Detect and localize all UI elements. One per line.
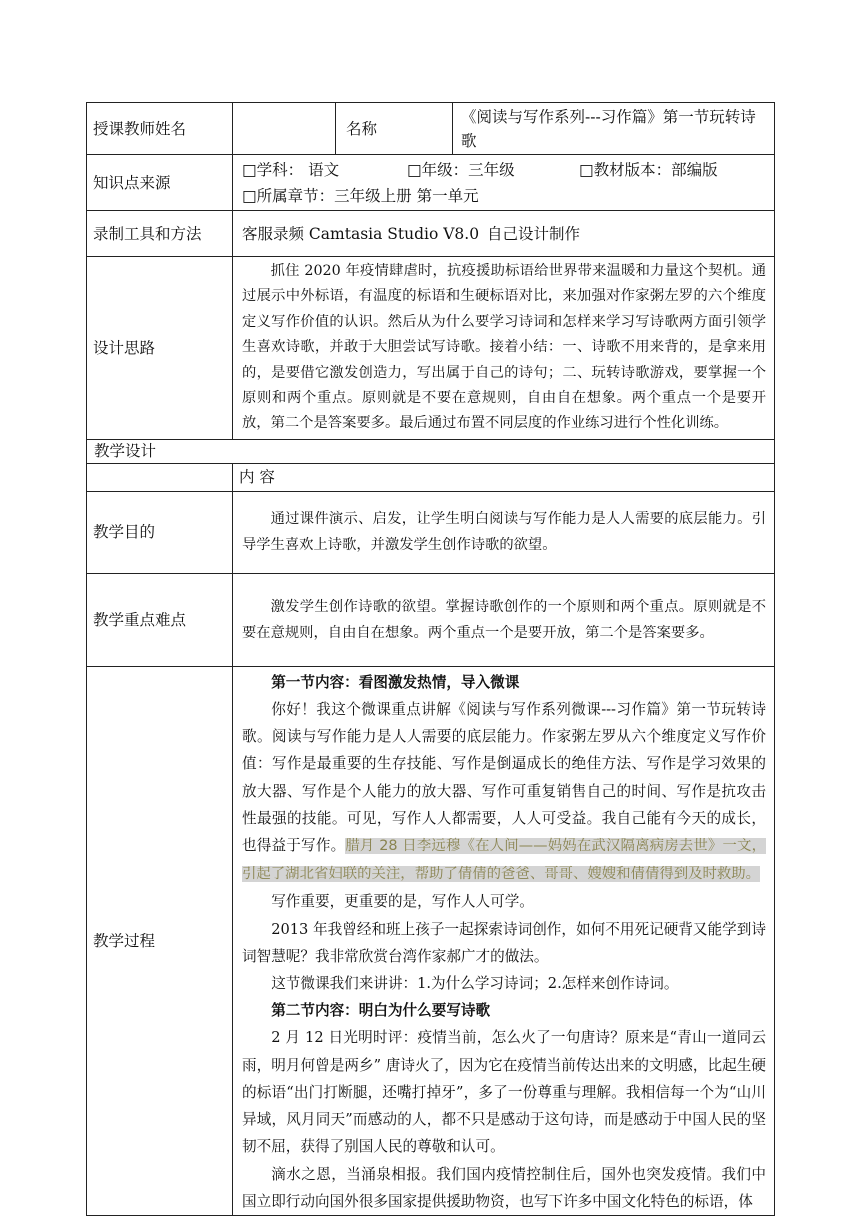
row-teaching-process — [87, 666, 775, 1215]
teaching-goal-label: 教学目的 — [87, 491, 233, 573]
teaching-process-label: 教学过程 — [87, 666, 233, 1215]
teacher-name-label: 授课教师姓名 — [87, 103, 233, 155]
process-paragraph-4: 这节微课我们来讲讲：1.为什么学习诗词；2.怎样来创作诗词。 — [271, 975, 679, 993]
row-recording-tool — [87, 211, 775, 257]
teaching-process-value — [233, 666, 775, 1215]
knowledge-line-1 — [242, 157, 768, 183]
section2-title: 第二节内容：明白为什么要写诗歌 — [271, 1002, 491, 1020]
process-paragraph-1 — [242, 696, 766, 888]
recording-method: 自己设计制作 — [487, 224, 581, 243]
recording-tool-label: 录制工具和方法 — [87, 211, 233, 257]
teaching-design-heading: 教学设计 — [87, 439, 775, 463]
knowledge-source-value — [233, 155, 775, 211]
process-paragraph-5: 2 月 12 日光明时评：疫情当前，怎么火了一句唐诗？原来是“青山一道同云雨，明月何曾是两乡” 唐诗火了，因为它在疫情当前传达出来的文明感，比起生硬的标语“出门打断腿，还嘴打掉牙”，多了一份尊重与理解。我相信每一个为“山川异域，风月同天”而感动的人，都不只是感动于这句诗，而是感动于中国人民的坚韧不屈，获得了别国人民的尊敬和认可。 — [242, 1029, 766, 1156]
design-idea-value — [233, 257, 775, 440]
recording-tool-value — [233, 211, 775, 257]
teaching-goal-value — [233, 491, 775, 573]
lesson-plan-table — [86, 102, 775, 1216]
edition-field: □教材版本：部编版 — [579, 160, 718, 179]
process-paragraph-3: 2013 年我曾经和班上孩子一起探索诗词创作，如何不用死记硬背又能学到诗词智慧呢？我非常欣赏台湾作家郝广才的做法。 — [242, 920, 766, 965]
teaching-goal-text: 通过课件演示、启发，让学生明白阅读与写作能力是人人需要的底层能力。引导学生喜欢上诗歌，并激发学生创作诗歌的欲望。 — [242, 511, 766, 554]
row-knowledge-source — [87, 155, 775, 211]
content-header-blank — [87, 463, 233, 491]
design-idea-label: 设计思路 — [87, 257, 233, 440]
process-paragraph-6: 滴水之恩，当涌泉相报。我们国内疫情控制住后，国外也突发疫情。我们中国立即行动向国外很多国家提供援助物资，也写下许多中国文化特色的标语，体 — [242, 1165, 766, 1210]
teacher-name-value — [233, 103, 336, 155]
row-content-header — [87, 463, 775, 491]
recording-software: 客服录频 Camtasia Studio V8.0 — [242, 224, 480, 243]
chapter-field: □所属章节：三年级上册 第一单元 — [242, 186, 479, 205]
subject-field: □学科： 语文 — [242, 160, 340, 179]
course-name-label: 名称 — [336, 103, 453, 155]
row-key-points — [87, 573, 775, 666]
grade-field: □年级：三年级 — [407, 160, 515, 179]
row-teaching-design — [87, 439, 775, 463]
design-idea-text: 抓住 2020 年疫情肆虐时，抗疫援助标语给世界带来温暖和力量这个契机。通过展示中外标语，有温度的标语和生硬标语对比，来加强对作家粥左罗的六个维度定义写作价值的认识。然后从为什么要学习诗词和怎样来学习写诗歌两方面引领学生喜欢诗歌，并敢于大胆尝试写诗歌。接着小结：一、诗歌不用来背的，是拿来用的，是要借它激发创造力，写出属于自己的诗句；二、玩转诗歌游戏，要掌握一个原则和两个重点。原则就是不要在意规则，自由自在想象。两个重点一个是要开放，第二个是答案要多。最后通过布置不同层度的作业练习进行个性化训练。 — [242, 263, 766, 432]
paragraph-1-text: 你好！我这个微课重点讲解《阅读与写作系列微课---习作篇》第一节玩转诗歌。阅读与写作能力是人人需要的底层能力。作家粥左罗从六个维度定义写作价值：写作是最重要的生存技能、写作是倒逼成长的绝佳方法、写作是学习效果的放大器、写作是个人能力的放大器、写作可重复销售自己的时间、写作是抗攻击性最强的技能。可见，写作人人都需要，人人可受益。我自己能有今天的成长，也得益于写作。 — [242, 701, 766, 855]
key-points-label: 教学重点难点 — [87, 573, 233, 666]
highlighted-passage: 腊月 28 日李远穆《在人间——妈妈在武汉隔离病房去世》一文，引起了湖北省妇联的关注，帮助了倩倩的爸爸、哥哥、嫂嫂和倩倩得到及时救助。 — [242, 838, 766, 883]
course-name-value: 《阅读与写作系列---习作篇》第一节玩转诗歌 — [453, 103, 775, 155]
knowledge-source-label: 知识点来源 — [87, 155, 233, 211]
content-header-label: 内 容 — [233, 463, 775, 491]
row-teacher — [87, 103, 775, 155]
row-design-idea — [87, 257, 775, 440]
process-paragraph-2: 写作重要，更重要的是，写作人人可学。 — [271, 893, 534, 911]
row-teaching-goal — [87, 491, 775, 573]
section1-title: 第一节内容：看图激发热情，导入微课 — [271, 673, 520, 691]
key-points-text: 激发学生创作诗歌的欲望。掌握诗歌创作的一个原则和两个重点。原则就是不要在意规则，自由自在想象。两个重点一个是要开放，第二个是答案要多。 — [242, 598, 766, 641]
key-points-value — [233, 573, 775, 666]
